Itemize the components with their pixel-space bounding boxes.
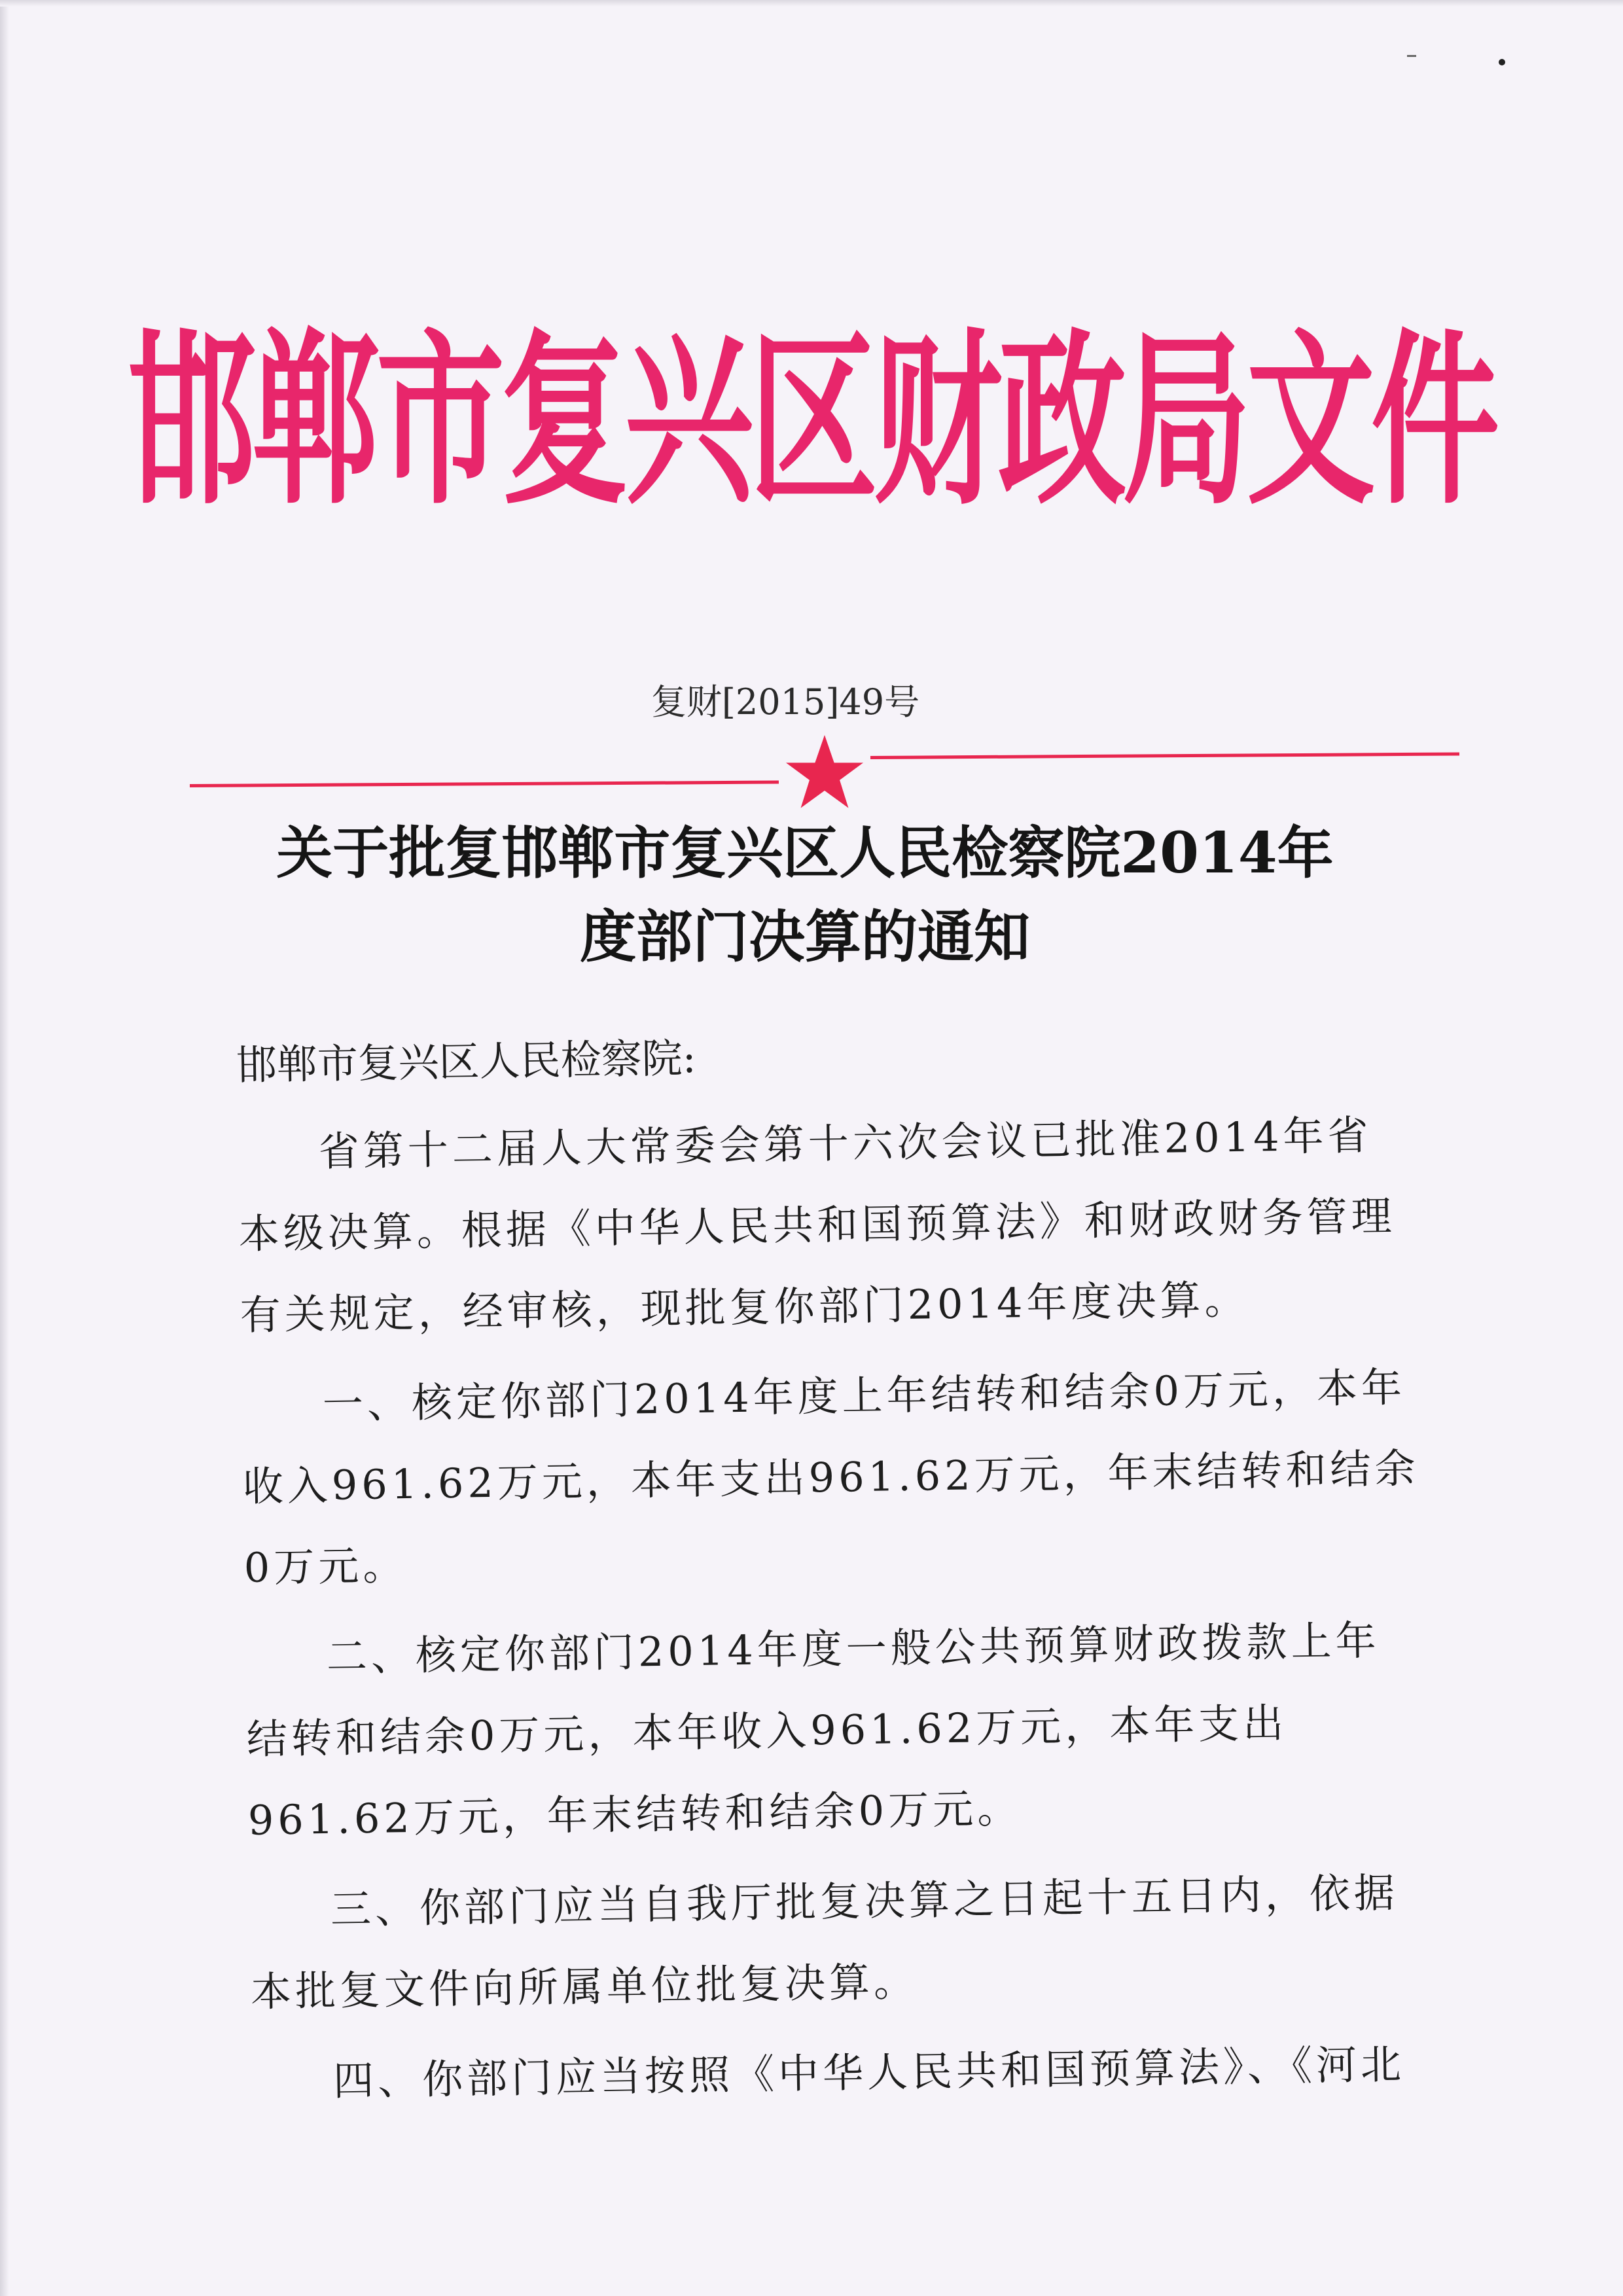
paragraph-item-2: 二、核定你部门2014年度一般公共预算财政拨款上年结转和结余0万元，本年收入961.62万元，本年支出961.62万元，年末结转和结余0万元。 (246, 1616, 1381, 1844)
document-title (196, 812, 1414, 979)
paragraph-item-3: 三、你部门应当自我厅批复决算之日起十五日内，依据本批复文件向所属单位批复决算。 (250, 1869, 1399, 2016)
document-number: 复财[2015]49号 (651, 681, 920, 723)
scan-edge-left (0, 0, 9, 2296)
scan-edge-top (0, 0, 1623, 7)
paragraph-intro: 省第十二届人大常委会第十六次会议已批准2014年省本级决算。根据《中华人民共和国预算法》和财政财务管理有关规定，经审核，现批复你部门2014年度决算。 (238, 1111, 1397, 1339)
scan-speck (1499, 59, 1505, 65)
paragraph-item-1: 一、核定你部门2014年度上年结转和结余0万元，本年收入961.62万元，本年支出961.62万元，年末结转和结余0万元。 (242, 1363, 1420, 1592)
addressee: 邯郸市复兴区人民检察院: (236, 1033, 697, 1089)
red-star-icon (784, 732, 865, 813)
scan-speck-mark (1407, 55, 1416, 57)
red-divider-left (190, 781, 779, 787)
red-divider-right (870, 753, 1459, 759)
title-line-1: 关于批复邯郸市复兴区人民检察院2014年 (276, 820, 1334, 886)
document-masthead: 邯郸市复兴区财政局文件 (128, 312, 1496, 530)
title-line-2: 度部门决算的通知 (580, 904, 1030, 970)
paragraph-item-4: 四、你部门应当按照《中华人民共和国预算法》、《河北 (332, 2040, 1406, 2105)
document-body (236, 1016, 1431, 2132)
